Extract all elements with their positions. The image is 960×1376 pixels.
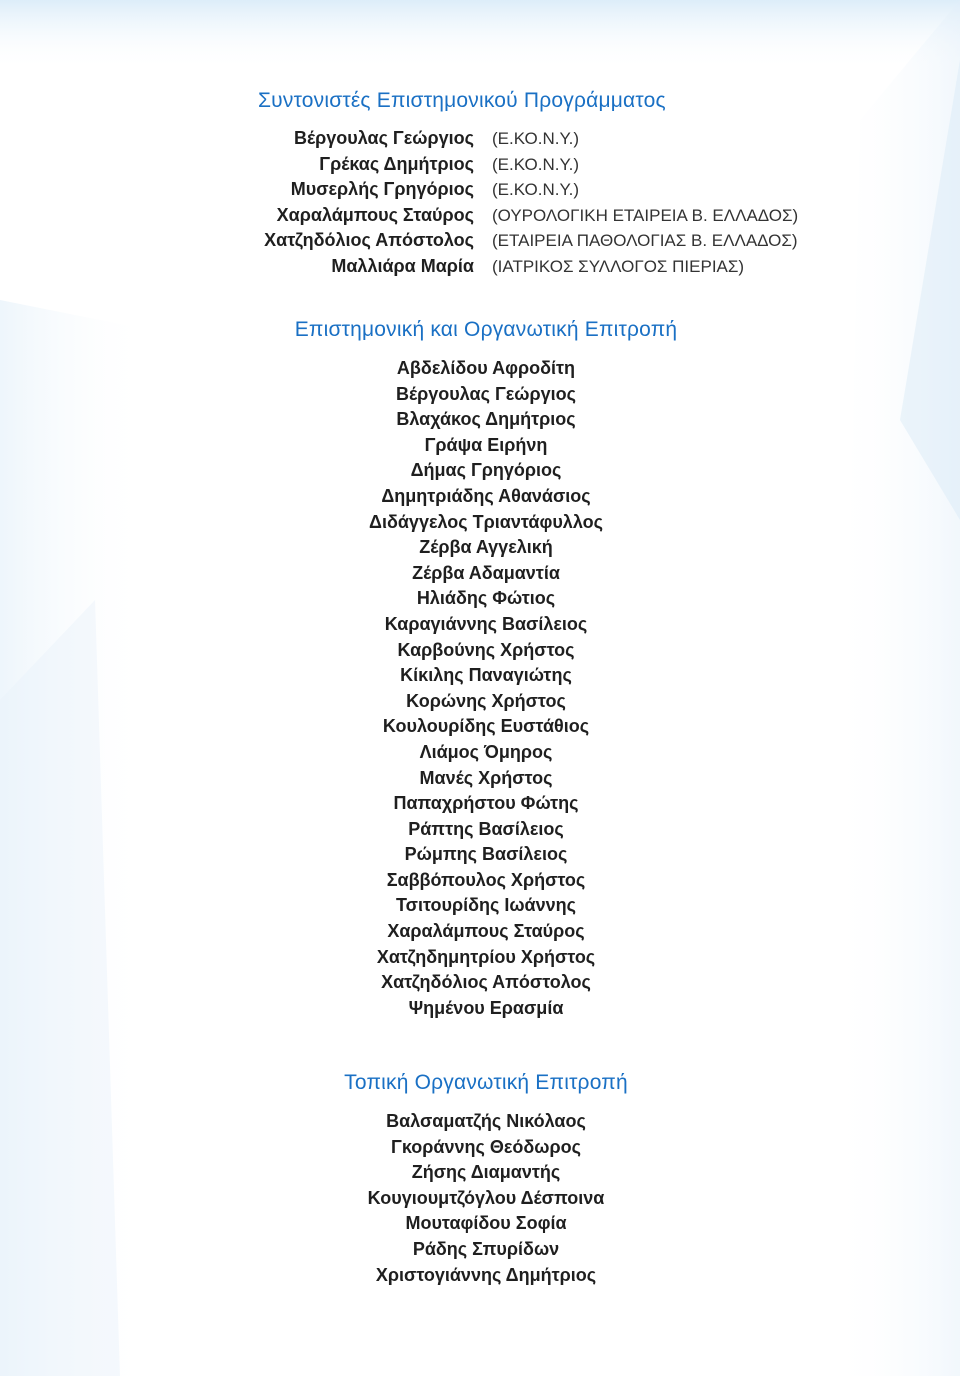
local-committee-list xyxy=(0,1109,960,1288)
coordinator-organization: (Ε.ΚΟ.Ν.Υ.) xyxy=(492,154,580,174)
committee-member: Γράψα Ειρήνη xyxy=(424,434,548,455)
committee-member: Ψημένου Ερασμία xyxy=(408,997,564,1018)
committee-member: Βέργουλας Γεώργιος xyxy=(395,383,577,404)
committee-member: Τσιτουρίδης Ιωάννης xyxy=(395,895,577,916)
committee-member: Ράπτης Βασίλειος xyxy=(408,818,564,839)
committee-member: Κουλουρίδης Ευστάθιος xyxy=(382,716,590,737)
coordinator-name: Μαλλιάρα Μαρία xyxy=(331,255,474,276)
committee-member: Αβδελίδου Αφροδίτη xyxy=(396,358,576,378)
committee-member: Ζέρβα Αγγελική xyxy=(419,537,553,558)
committee-member: Βαλσαματζής Νικόλαος xyxy=(386,1111,586,1131)
coordinator-row xyxy=(250,126,798,152)
committee-member: Λιάμος Όμηρος xyxy=(419,741,553,762)
committee-member: Καρβούνης Χρήστος xyxy=(397,639,575,660)
coordinator-organization: (ΟΥΡΟΛΟΓΙΚΗ ΕΤΑΙΡΕΙΑ Β. ΕΛΛΑΔΟΣ) xyxy=(492,205,799,225)
committee-member: Διδάγγελος Τριαντάφυλλος xyxy=(369,511,603,532)
committee-member: Δημητριάδης Αθανάσιος xyxy=(381,485,591,506)
scientific-committee-list xyxy=(0,356,960,1021)
coordinators-table xyxy=(250,126,798,280)
committee-member: Ρώμπης Βασίλειος xyxy=(404,844,568,865)
coordinator-organization: (ΙΑΤΡΙΚΟΣ ΣΥΛΛΟΓΟΣ ΠΙΕΡΙΑΣ) xyxy=(492,256,745,276)
committee-member: Βλαχάκος Δημήτριος xyxy=(396,409,576,430)
committee-member: Χατζηδημητρίου Χρήστος xyxy=(376,946,596,967)
committee-member: Κορώνης Χρήστος xyxy=(406,690,566,711)
coordinator-organization: (Ε.ΚΟ.Ν.Υ.) xyxy=(492,180,580,200)
committee-member: Γκοράννης Θεόδωρος xyxy=(391,1136,581,1157)
coordinator-row xyxy=(250,228,798,254)
committee-member: Κίκιλης Παναγιώτης xyxy=(400,665,572,686)
committee-member: Ζήσης Διαμαντής xyxy=(411,1162,561,1183)
scientific-committee-heading: Επιστημονική και Οργανωτική Επιτροπή xyxy=(294,318,678,341)
coordinator-name: Βέργουλας Γεώργιος xyxy=(293,128,474,148)
committee-member: Μανές Χρήστος xyxy=(419,767,553,788)
local-committee-heading: Τοπική Οργανωτική Επιτροπή xyxy=(344,1071,628,1094)
committee-member: Ηλιάδης Φώτιος xyxy=(416,588,556,609)
committee-member: Κουγιουμτζόγλου Δέσποινα xyxy=(367,1187,605,1208)
coordinators-heading: Συντονιστές Επιστημονικού Προγράμματος xyxy=(258,89,666,112)
coordinator-organization: (Ε.ΚΟ.Ν.Υ.) xyxy=(492,129,580,148)
committee-member: Ζέρβα Αδαμαντία xyxy=(412,562,560,583)
committee-member: Χριστογιάννης Δημήτριος xyxy=(375,1264,597,1285)
coordinator-name: Χατζηδόλιος Απόστολος xyxy=(264,230,474,251)
coordinator-row xyxy=(250,177,798,203)
committee-member: Μουταφίδου Σοφία xyxy=(405,1213,567,1234)
coordinator-name: Μυσερλής Γρηγόριος xyxy=(290,179,474,200)
committee-member: Χαραλάμπους Σταύρος xyxy=(387,921,585,942)
coordinator-row xyxy=(250,152,798,178)
committee-member: Σαββόπουλος Χρήστος xyxy=(386,869,586,890)
coordinator-name: Γρέκας Δημήτριος xyxy=(319,153,474,174)
coordinator-organization: (ΕΤΑΙΡΕΙΑ ΠΑΘΟΛΟΓΙΑΣ Β. ΕΛΛΑΔΟΣ) xyxy=(492,231,798,251)
committee-member: Δήμας Γρηγόριος xyxy=(410,460,562,481)
committee-member: Χατζηδόλιος Απόστολος xyxy=(381,972,591,993)
committee-member: Καραγιάννης Βασίλειος xyxy=(384,613,588,634)
coordinator-name: Χαραλάμπους Σταύρος xyxy=(276,204,474,225)
committee-member: Ράδης Σπυρίδων xyxy=(412,1238,560,1259)
coordinator-row xyxy=(250,203,798,229)
coordinator-row xyxy=(250,254,798,280)
committee-member: Παπαχρήστου Φώτης xyxy=(393,793,579,814)
